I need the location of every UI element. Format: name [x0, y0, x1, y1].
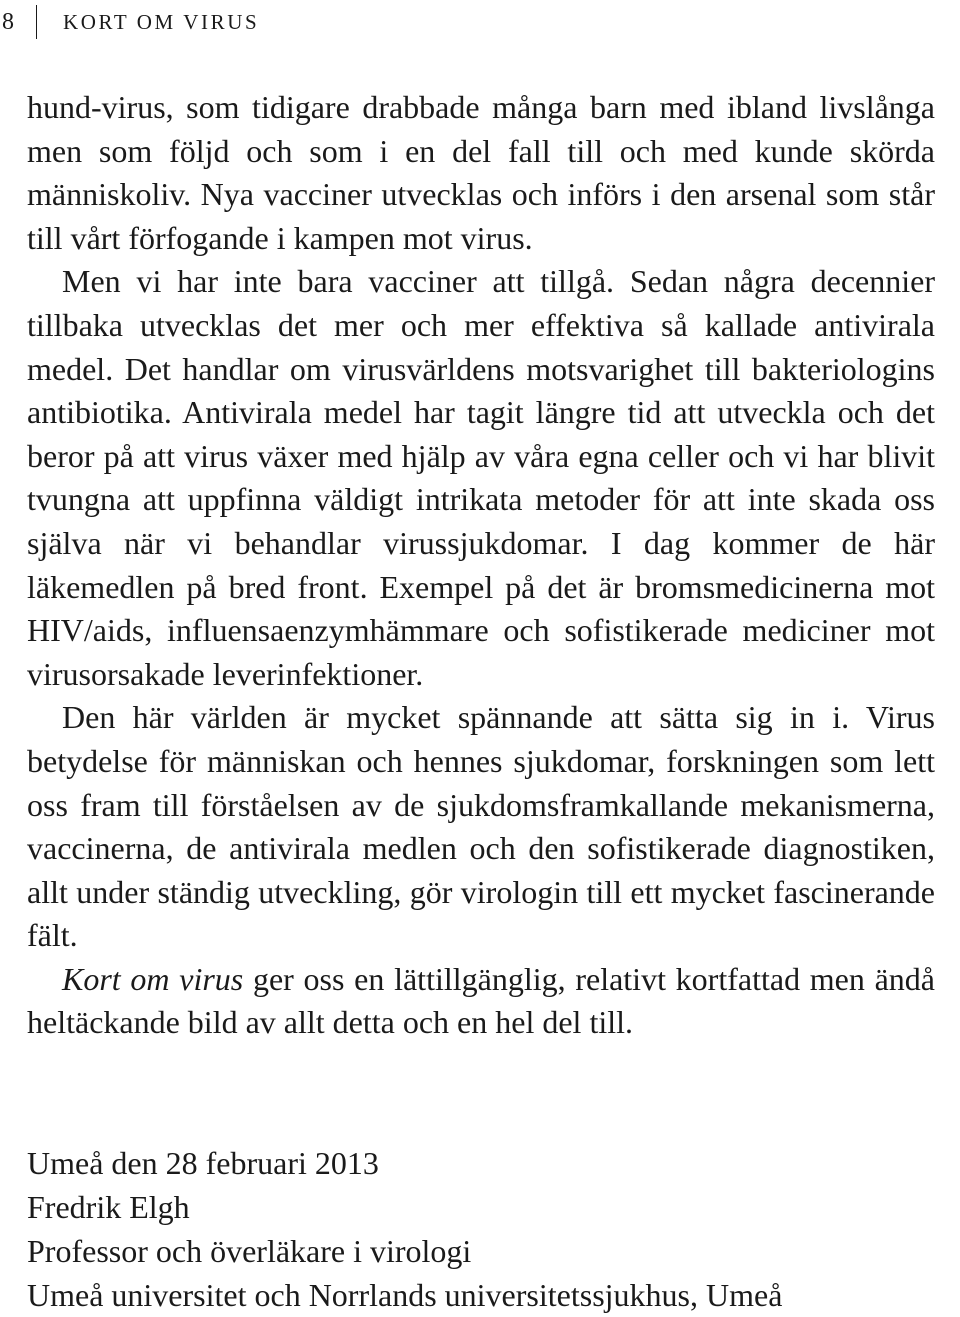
running-title: KORT OM VIRUS	[63, 9, 260, 34]
paragraph: hund-virus, som tidigare drabbade många barn med ibland livslånga men som följd och som i en del fall till och med kunde skörda människoliv. Nya vacciner utvecklas och införs i den arsenal som står till vårt förfogande i kampen mot virus.	[27, 89, 935, 256]
signature-block	[27, 1141, 947, 1317]
book-title-italic: Kort om virus	[62, 960, 244, 997]
running-head	[0, 6, 259, 38]
author-affiliation: Umeå universitet och Norrlands universitetssjukhus, Umeå	[27, 1277, 783, 1313]
page-number: 8	[2, 8, 14, 35]
author-name: Fredrik Elgh	[27, 1189, 190, 1225]
header-divider	[36, 5, 37, 39]
paragraph: Den här världen är mycket spännande att sätta sig in i. Virus betydelse för människan och hennes sjukdomar, forskningen som lett oss fram till förståelsen av de sjukdomsframkallande mekanismerna, vaccinerna, de antivirala medlen och den sofistikerade diagnostiken, allt under ständig utveckling, gör virologin till ett mycket fascinerande fält.	[27, 699, 935, 954]
paragraph: Men vi har inte bara vacciner att tillgå. Sedan några decennier tillbaka utvecklas det mer och mer effektiva så kallade antivirala medel. Det handlar om virusvärldens motsvarighet till bakteriologins antibiotika. Antivirala medel har tagit längre tid att utveckla och det beror på att virus växer med hjälp av våra egna celler och vi har blivit tvungna att uppfinna väldigt intrikata metoder för att inte skada oss själva när vi behandlar virussjukdomar. I dag kommer de här läkemedlen på bred front. Exempel på det är bromsmedicinerna mot HIV/aids, influensaenzymhämmare och sofistikerade mediciner mot virusorsakade leverinfektioner.	[27, 263, 935, 692]
place-date: Umeå den 28 februari 2013	[27, 1145, 379, 1181]
paragraph-text: ger oss en lättillgänglig, relativt kortfattad men ändå heltäckande bild av allt detta och en hel del till.	[27, 960, 935, 1041]
body-text	[27, 86, 935, 1045]
paragraph	[27, 958, 935, 1045]
author-title: Professor och överläkare i virologi	[27, 1233, 472, 1269]
